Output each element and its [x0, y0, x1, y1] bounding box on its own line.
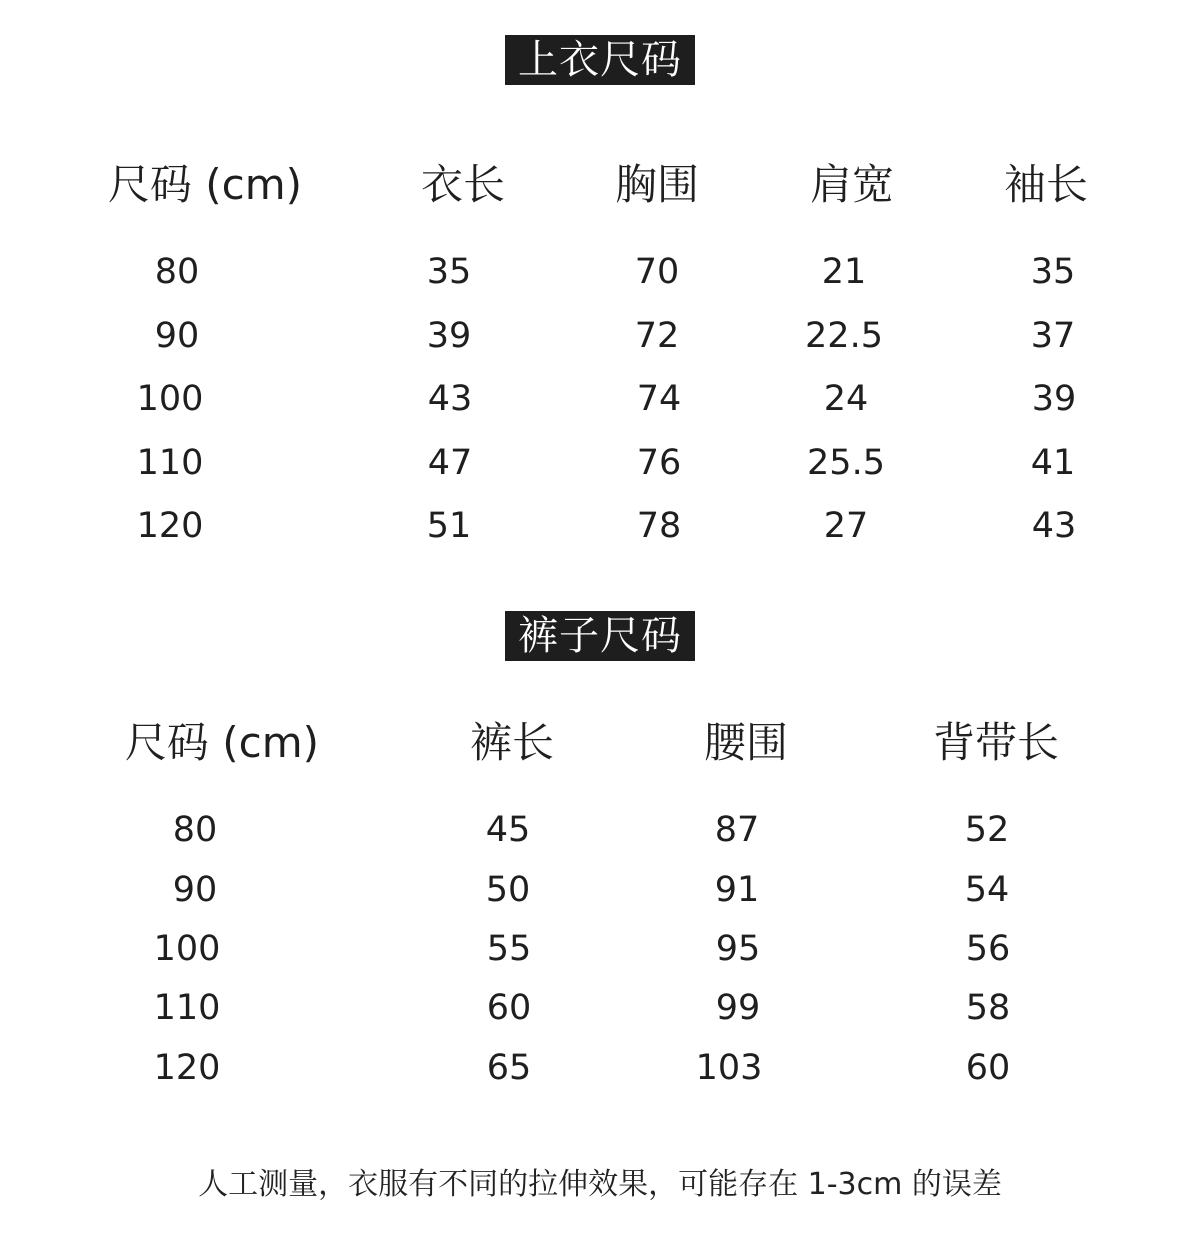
table-row [0, 978, 1200, 1038]
pants-length-cell: 60 [486, 988, 532, 1028]
table-row [0, 800, 1200, 860]
pants-length-cell: 45 [485, 810, 531, 850]
top-shoulder-cell: 25.5 [807, 443, 885, 483]
top-size-cell: 80 [154, 252, 200, 292]
table-row [0, 919, 1200, 979]
pants-header-row [0, 713, 1200, 773]
top-chest-cell: 70 [634, 252, 680, 292]
pants-waist-cell: 103 [695, 1048, 763, 1088]
top-chest-cell: 76 [636, 443, 682, 483]
top-shoulder-cell: 22.5 [805, 316, 883, 356]
pants-size-chart-title: 裤子尺码 [505, 611, 695, 661]
top-header-shoulder: 肩宽 [809, 160, 895, 209]
top-size-cell: 100 [136, 379, 204, 419]
top-sleeve-cell: 43 [1031, 506, 1077, 546]
pants-strap-cell: 52 [964, 810, 1010, 850]
top-sleeve-cell: 35 [1030, 252, 1076, 292]
pants-waist-cell: 99 [715, 988, 761, 1028]
pants-header-size: 尺码 (cm) [124, 718, 320, 767]
top-chest-cell: 78 [636, 506, 682, 546]
top-sleeve-cell: 39 [1031, 379, 1077, 419]
pants-waist-cell: 91 [714, 870, 760, 910]
top-size-cell: 120 [136, 506, 204, 546]
pants-header-strap: 背带长 [932, 718, 1060, 767]
pants-size-cell: 120 [153, 1048, 221, 1088]
top-shoulder-cell: 21 [821, 252, 867, 292]
top-length-cell: 47 [427, 443, 473, 483]
top-size-chart-title: 上衣尺码 [505, 35, 695, 85]
pants-length-cell: 55 [486, 929, 532, 969]
table-row [0, 433, 1200, 493]
pants-strap-cell: 60 [965, 1048, 1011, 1088]
top-chest-cell: 74 [636, 379, 682, 419]
pants-waist-cell: 95 [715, 929, 761, 969]
pants-length-cell: 65 [486, 1048, 532, 1088]
pants-length-cell: 50 [485, 870, 531, 910]
pants-strap-cell: 54 [964, 870, 1010, 910]
top-shoulder-cell: 27 [823, 506, 869, 546]
top-sleeve-cell: 41 [1030, 443, 1076, 483]
top-header-size: 尺码 (cm) [107, 160, 303, 209]
pants-size-cell: 80 [172, 810, 218, 850]
top-length-cell: 43 [427, 379, 473, 419]
table-row [0, 1038, 1200, 1098]
top-length-cell: 39 [426, 316, 472, 356]
pants-size-cell: 110 [153, 988, 221, 1028]
pants-size-cell: 90 [172, 870, 218, 910]
top-header-sleeve: 袖长 [1003, 160, 1089, 209]
top-header-length: 衣长 [420, 160, 506, 209]
top-size-cell: 110 [136, 443, 204, 483]
table-row [0, 496, 1200, 556]
table-row [0, 306, 1200, 366]
table-row [0, 369, 1200, 429]
table-row [0, 242, 1200, 302]
pants-header-waist: 腰围 [703, 718, 789, 767]
top-chest-cell: 72 [634, 316, 680, 356]
top-length-cell: 35 [426, 252, 472, 292]
pants-header-length: 裤长 [469, 718, 555, 767]
pants-size-cell: 100 [153, 929, 221, 969]
top-sleeve-cell: 37 [1030, 316, 1076, 356]
table-row [0, 860, 1200, 920]
measurement-note: 人工测量，衣服有不同的拉伸效果，可能存在 1-3cm 的误差 [198, 1167, 1002, 1202]
top-shoulder-cell: 24 [823, 379, 869, 419]
top-header-chest: 胸围 [614, 160, 700, 209]
top-header-row [0, 155, 1200, 215]
pants-strap-cell: 58 [965, 988, 1011, 1028]
top-size-cell: 90 [154, 316, 200, 356]
pants-waist-cell: 87 [714, 810, 760, 850]
pants-strap-cell: 56 [965, 929, 1011, 969]
top-length-cell: 51 [426, 506, 472, 546]
